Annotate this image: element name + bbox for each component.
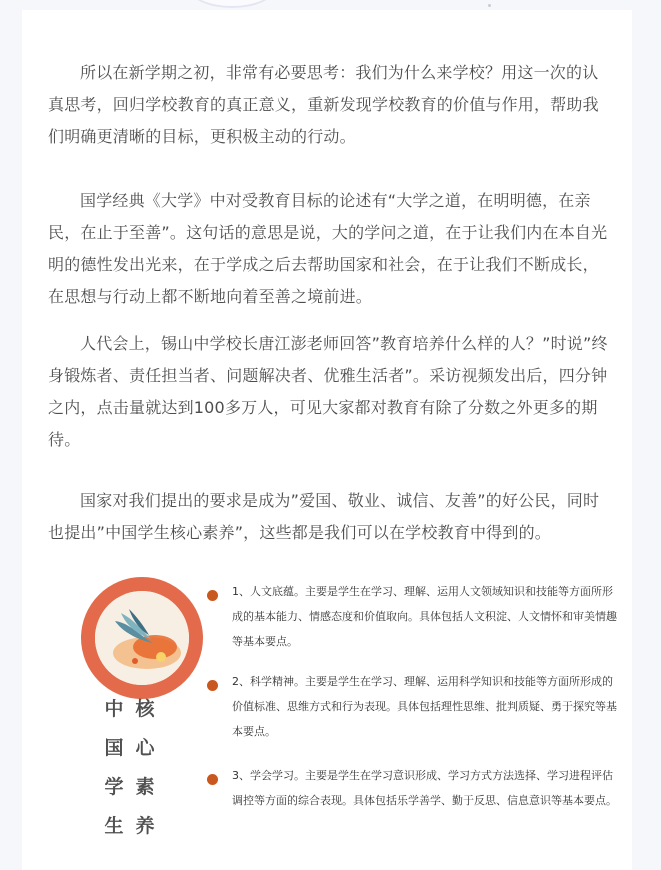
literacy-item: 1、人文底蕴。主要是学生在学习、理解、运用人文领域知识和技能等方面所形成的基本能力、情感态度和价值取向。具体包括人文积淀、人文情怀和审美情趣等基本要点。 bbox=[232, 585, 617, 648]
top-decoration-dot bbox=[488, 4, 491, 7]
title-char: 生 bbox=[104, 815, 124, 837]
title-char: 养 bbox=[135, 815, 155, 837]
emblem-illustration bbox=[95, 591, 189, 685]
bullet-dot bbox=[207, 680, 218, 691]
title-char: 素 bbox=[135, 776, 155, 798]
paragraph-3: 人代会上，锡山中学校长唐江澎老师回答”教育培养什么样的人？”时说”终身锻炼者、责任担当者、问题解决者、优雅生活者”。采访视频发出后，四分钟之内，点击量就达到100多万人，可见大家都对教育有除了分数之外更多的期待。 bbox=[48, 334, 608, 449]
literacy-item: 2、科学精神。主要是学生在学习、理解、运用科学知识和技能等方面所形成的价值标准、思维方式和行为表现。具体包括理性思维、批判质疑、勇于探究等基本要点。 bbox=[232, 675, 617, 738]
title-char: 学 bbox=[104, 776, 124, 798]
bullet-dot bbox=[207, 590, 218, 601]
paragraph-4: 国家对我们提出的要求是成为”爱国、敬业、诚信、友善”的好公民，同时也提出”中国学生核心素养”，这些都是我们可以在学校教育中得到的。 bbox=[48, 491, 600, 542]
title-char: 国 bbox=[104, 737, 124, 759]
literacy-item: 3、学会学习。主要是学生在学习意识形成、学习方式方法选择、学习进程评估调控等方面的综合表现。具体包括乐学善学、勤于反思、信息意识等基本要点。 bbox=[232, 769, 617, 807]
title-char: 核 bbox=[135, 698, 155, 720]
paragraph-1: 所以在新学期之初，非常有必要思考：我们为什么来学校？用这一次的认真思考，回归学校教育的真正意义，重新发现学校教育的价值与作用，帮助我们明确更清晰的目标，更积极主动的行动。 bbox=[48, 63, 599, 146]
paragraph-2: 国学经典《大学》中对受教育目标的论述有“大学之道，在明明德，在亲民，在止于至善”。这句话的意思是说，大的学问之道，在于让我们内在本自光明的德性发出光来，在于学成之后去帮助国家和社会，在于让我们不断成长，在思想与行动上都不断地向着至善之境前进。 bbox=[48, 191, 608, 306]
core-literacy-emblem bbox=[81, 577, 203, 699]
article-card bbox=[22, 10, 632, 870]
bullet-dot bbox=[207, 774, 218, 785]
title-char: 中 bbox=[104, 698, 124, 720]
title-char: 心 bbox=[135, 737, 155, 759]
top-decoration bbox=[190, 0, 274, 8]
